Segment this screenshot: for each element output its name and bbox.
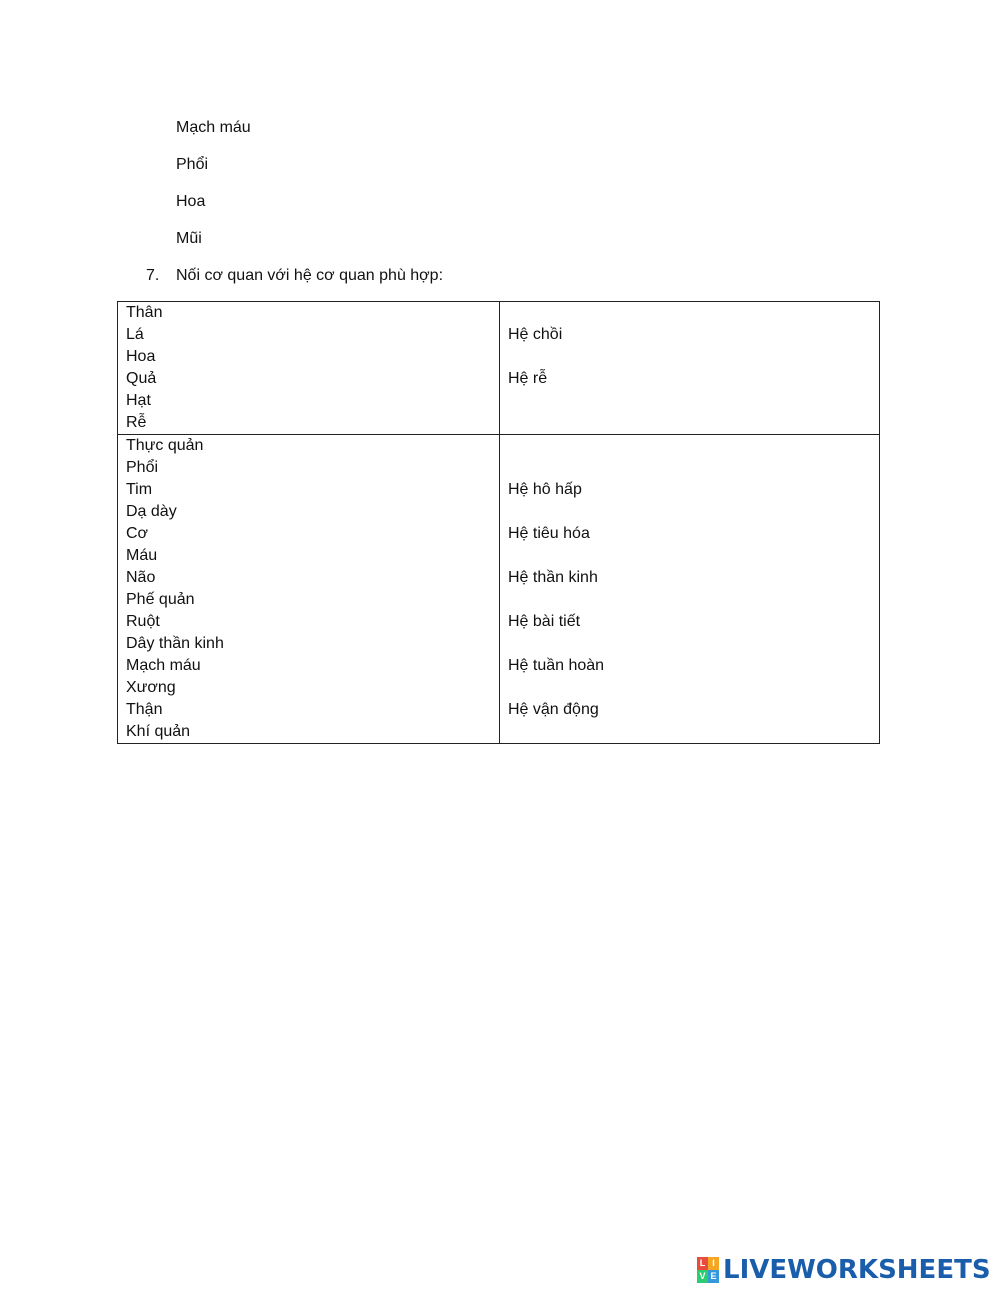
logo-icon-letter: L xyxy=(697,1257,708,1270)
table-row xyxy=(118,302,880,435)
option-item: Mạch máu xyxy=(176,119,251,136)
logo-icon-letter: I xyxy=(708,1257,719,1270)
system-cell xyxy=(500,435,880,744)
liveworksheets-logo xyxy=(697,1255,991,1285)
question-text: Nối cơ quan với hệ cơ quan phù hợp: xyxy=(176,267,444,284)
system-cell xyxy=(500,302,880,435)
organ-item: Máu xyxy=(126,547,158,564)
organ-item: Thân xyxy=(126,304,163,321)
system-item[interactable]: Hệ thần kinh xyxy=(508,569,598,586)
option-list xyxy=(176,117,251,265)
organ-item: Phổi xyxy=(126,459,159,476)
organ-item: Tim xyxy=(126,481,153,498)
system-item[interactable]: Hệ bài tiết xyxy=(508,613,581,630)
organ-item: Ruột xyxy=(126,613,160,630)
organ-item: Dây thần kinh xyxy=(126,635,224,652)
organ-item: Xương xyxy=(126,679,176,696)
organ-item: Thực quản xyxy=(126,437,204,454)
organ-item: Lá xyxy=(126,326,144,343)
organ-item: Quả xyxy=(126,370,157,387)
organ-item: Não xyxy=(126,569,156,586)
logo-icon-letter: V xyxy=(697,1270,708,1283)
matching-table xyxy=(117,301,880,744)
organ-item: Phế quản xyxy=(126,591,195,608)
option-item: Mũi xyxy=(176,230,202,247)
organ-item: Cơ xyxy=(126,525,149,542)
logo-icon-letter: E xyxy=(708,1270,719,1283)
system-item[interactable]: Hệ vận động xyxy=(508,701,599,718)
organ-cell xyxy=(118,435,500,744)
system-item[interactable]: Hệ tuần hoàn xyxy=(508,657,605,674)
organ-item: Thận xyxy=(126,701,163,718)
organ-cell xyxy=(118,302,500,435)
system-item[interactable]: Hệ chồi xyxy=(508,326,563,343)
table-row xyxy=(118,435,880,744)
system-item[interactable]: Hệ tiêu hóa xyxy=(508,525,590,542)
organ-item: Khí quản xyxy=(126,723,191,740)
liveworksheets-logo-icon xyxy=(697,1257,719,1283)
question-7 xyxy=(146,265,443,287)
system-item[interactable]: Hệ hô hấp xyxy=(508,481,582,498)
organ-item: Rễ xyxy=(126,414,147,431)
system-item[interactable]: Hệ rễ xyxy=(508,370,548,387)
question-number: 7. xyxy=(146,267,160,284)
organ-item: Mạch máu xyxy=(126,657,201,674)
option-item: Phổi xyxy=(176,156,209,173)
organ-item: Hoa xyxy=(126,348,156,365)
logo-text: LIVEWORKSHEETS xyxy=(723,1255,991,1285)
option-item: Hoa xyxy=(176,193,206,210)
organ-item: Hạt xyxy=(126,392,151,409)
organ-item: Dạ dày xyxy=(126,503,177,520)
